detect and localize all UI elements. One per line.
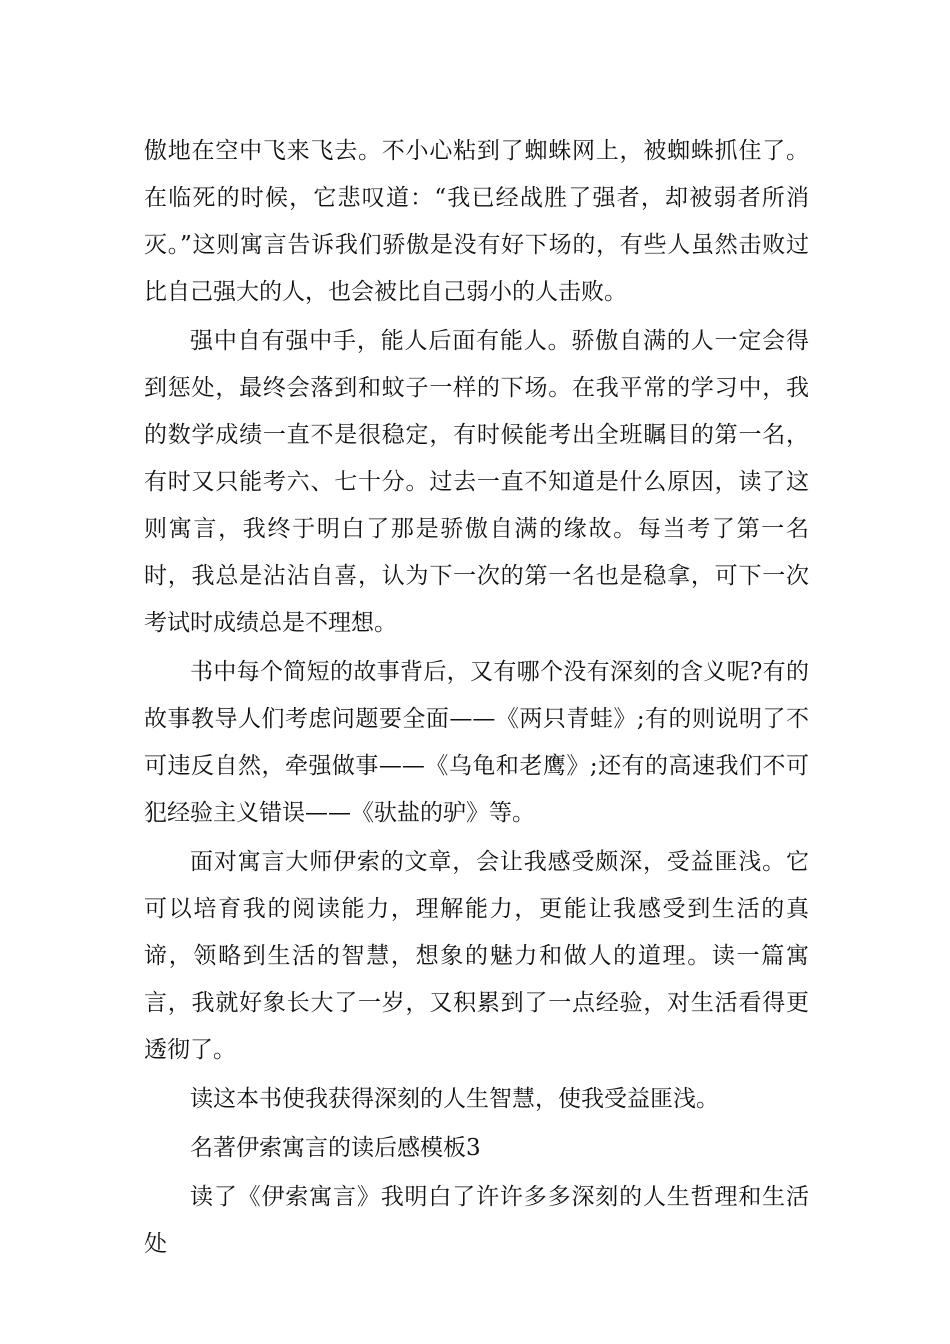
paragraph-pride-reflection: 强中自有强中手，能人后面有能人。骄傲自满的人一定会得到惩处，最终会落到和蚊子一样的下场。在我平常的学习中，我的数学成绩一直不是很稳定，有时候能考出全班瞩目的第一名，有时又只能考六、七十分。过去一直不知道是什么原因，读了这则寓言，我终于明白了那是骄傲自满的缘故。每当考了第一名时，我总是沾沾自喜，认为下一次的第一名也是稳拿，可下一次考试时成绩总是不理想。	[144, 328, 809, 636]
paragraph-conclusion: 读这本书使我获得深刻的人生智慧，使我受益匪浅。	[190, 1086, 719, 1112]
paragraph-template-3-opening: 读了《伊索寓言》我明白了许许多多深刻的人生哲理和生活处	[144, 1184, 809, 1257]
paragraph-story-meanings: 书中每个简短的故事背后，又有哪个没有深刻的含义呢?有的故事教导人们考虑问题要全面——《两只青蛙》;有的则说明了不可违反自然，牵强做事——《乌龟和老鹰》;还有的高速我们不可犯经验主义错误——《驮盐的驴》等。	[144, 659, 809, 826]
section-heading-template-3: 名著伊索寓言的读后感模板3	[190, 1135, 481, 1161]
document-body	[144, 128, 809, 1268]
paragraph-aesop-benefits: 面对寓言大师伊索的文章，会让我感受颇深，受益匪浅。它可以培育我的阅读能力，理解能力，更能让我感受到生活的真谛，领略到生活的智慧，想象的魅力和做人的道理。读一篇寓言，我就好象长大了一岁，又积累到了一点经验，对生活看得更透彻了。	[144, 849, 809, 1063]
paragraph-mosquito-ending: 傲地在空中飞来飞去。不小心粘到了蜘蛛网上，被蜘蛛抓住了。在临死的时候，它悲叹道：“我已经战胜了强者，却被弱者所消灭。”这则寓言告诉我们骄傲是没有好下场的，有些人虽然击败过比自己强大的人，也会被比自己弱小的人击败。	[144, 138, 809, 305]
